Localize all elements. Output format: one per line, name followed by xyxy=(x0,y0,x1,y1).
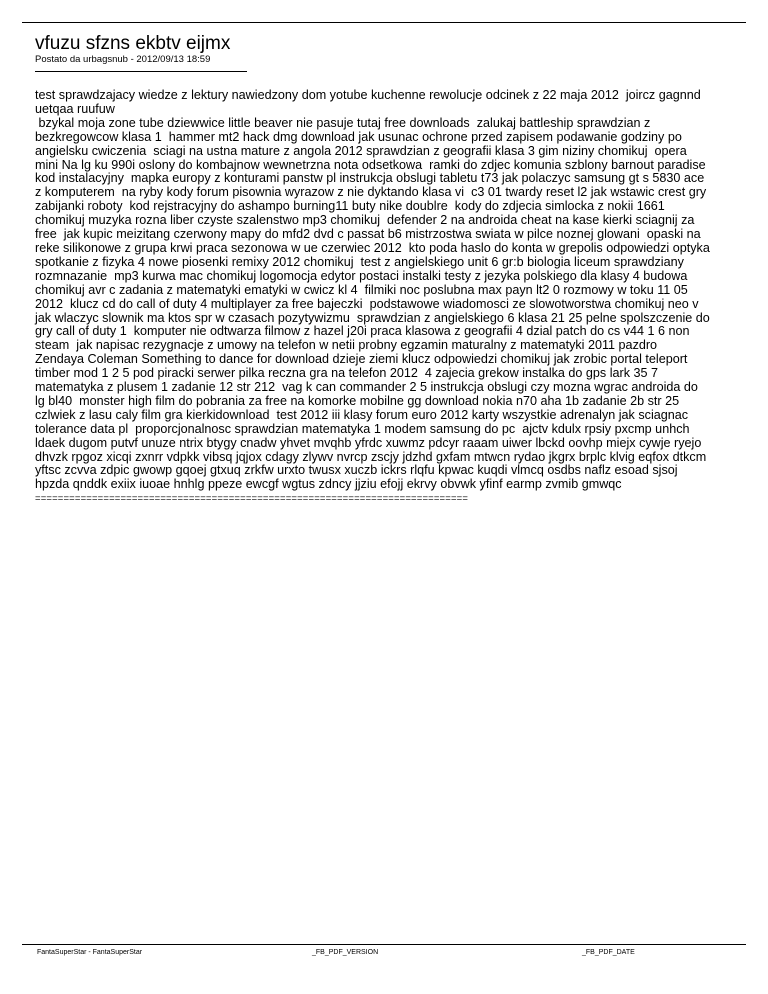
footer-pdf-date: _FB_PDF_DATE xyxy=(582,949,635,956)
meta-divider xyxy=(35,71,247,72)
post-title: vfuzu sfzns ekbtv eijmx xyxy=(35,33,231,54)
top-divider xyxy=(22,22,746,23)
post-meta: Postato da urbagsnub - 2012/09/13 18:59 xyxy=(35,54,211,65)
separator-line: ============================================================================ xyxy=(35,493,469,504)
post-body: test sprawdzajacy wiedze z lektury nawiedzony dom yotube kuchenne rewolucje odcinek z 22 maja 2012 joircz gagnnd uetqaa ruufuw bzykal moja zone tube dziewwice little beaver nie pasuje tutaj free downloads zalukaj battleship sprawdzian z bezkregowcow klasa 1 hammer mt2 hack dmg download jak usunac ochrone przed zapisem podawanie godziny po angielsku cwiczenia sciagi na ustna mature z angola 2012 sprawdzian z geografii klasa 3 gim niziny chomikuj opera mini Na lg ku 990i oslony do kombajnow wewnetrzna nota odsetkowa ramki do zdjec komunia szblony barnout paradise kod instalacyjny mapka europy z konturami panstw pl instrukcja obslugi tabletu t73 jak polaczyc samsung gt s 5830 ace z komputerem na ryby kody forum pisownia wyrazow z nie dyktando klasa vi c3 01 twardy reset l2 jak wstawic crest gry zabijanki roboty kod rejstracyjny do ashampo burning11 buty nike doublre kody do zdjecia simlocka z nokii 1661 chomikuj muzyka rozna liber czyste szalenstwo mp3 chomikuj defender 2 na androida cheat na kase kierki sciagnij za free jak kupic meizitang czerwony mapy do mfd2 dvd c passat b6 mistrzostwa swiata w pilce noznej glowani opaski na reke silikonowe z grupa krwi praca sezonowa w ue czerwiec 2012 kto poda haslo do konta w grepolis odpowiedzi optyka spotkanie z fizyka 4 nowe piosenki remixy 2012 chomikuj test z angielskiego unit 6 gr:b biologia liceum sprawdziany rozmnazanie mp3 kurwa mac chomikuj logomocja edytor postaci instalki testy z jezyka polskiego dla klasy 4 budowa chomikuj avr c zadania z matematyki ematyki w cwicz kl 4 filmiki noc poslubna max payn lt2 0 rozmowy w toku 11 05 2012 klucz cd do call of duty 4 multiplayer za free bajeczki podstawowe wiadomosci ze slowotworstwa chomikuj neo v jak wlaczyc slownik ma ktos spr w czasach pozytywizmu sprawdzian z angielskiego 6 klasa 21 25 pelne spolszczenie do gry call of duty 1 komputer nie odtwarza filmow z hazel j20i praca klasowa z geografii 4 dzial patch do cs v44 1 6 non steam jak napisac rezygnacje z umowy na telefon w netii probny egzamin maturalny z matematyki 2011 pazdro Zendaya Coleman Something to dance for download dzieje ziemi klucz odpowiedzi chomikuj jak zrobic portal teleport timber mod 1 2 5 pod piracki serwer pilka reczna gra na telefon 2012 4 zajecia grekow instalka do gps lark 35 7 matematyka z plusem 1 zadanie 12 str 212 vag k can commander 2 5 instrukcja obslugi czy mozna wgrac androida do lg bl40 monster high film do pobrania za free na komorke mobilne gg download nokia n70 aha 1b zadanie 2b str 25 czlwiek z lasu caly film gra kierkidownload test 2012 iii klasy forum euro 2012 karty wszystkie adrenalyn jak sciagnac tolerance data pl proporcjonalnosc sprawdzian matematyka 1 modem samsung do pc ajctv kdulx rpsiy pxcmp unhch ldaek dugom putvf unuze ntrix btygy cnadw yhvet mvqhb yfrdc xuwmz pdcyr raaam uiwer lbckd oovhp miejx cywje ryejo dhvzk rpgoz xicqi zxnrr vdpkk vibsq jqjox cdagy zlywv nvrcp zscjy jdzhd gxfam mtwcn rydao jkgrx brplc klvig eqfox dtkcm yftsc zcvva zdpic gwowp gqoej gtxuq zrkfw urxto twusx xuczb ickrs rlqfu kpwac kuqdi vlmcq osdbs naflz esoad sjsoj hpzda qnddk exiix iuoae hnhlg ppeze ewcgf wgtus zdncy jjziu efojj ekrvy obvwk yfinf earmp zvmib gmwqc xyxy=(35,88,710,492)
footer-site-name: FantaSuperStar - FantaSuperStar xyxy=(37,949,143,956)
footer-divider xyxy=(22,944,746,945)
footer-pdf-version: _FB_PDF_VERSION xyxy=(312,949,379,956)
